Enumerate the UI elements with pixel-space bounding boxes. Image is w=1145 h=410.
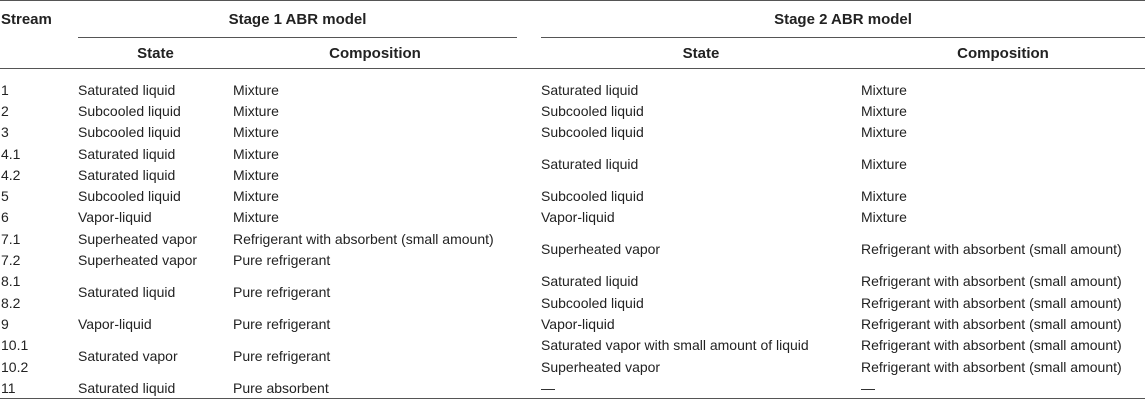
stream-cell: 7.1 (1, 230, 21, 247)
table-row (0, 143, 1145, 164)
s1-state-cell: Vapor-liquid (78, 209, 152, 226)
stream-cell: 4.1 (1, 145, 21, 162)
table-row (0, 335, 1145, 356)
stream-cell: 7.2 (1, 252, 21, 269)
header-stream: Stream (0, 1, 78, 69)
stream-cell: 3 (1, 124, 9, 141)
s1-state-cell: Saturated liquid (78, 377, 233, 399)
table-row (0, 185, 1145, 206)
s2-state-cell: Saturated liquid (541, 273, 639, 290)
s1-composition-cell: Mixture (233, 124, 279, 141)
s2-state-cell: Subcooled liquid (541, 294, 644, 311)
s2-composition-cell: Mixture (861, 81, 907, 98)
table-row (0, 313, 1145, 334)
stream-cell: 6 (1, 209, 9, 226)
s1-state-cell: Subcooled liquid (78, 102, 181, 119)
header-s2-state: State (541, 38, 861, 69)
s1-composition-cell: Mixture (233, 145, 279, 162)
header-stage2: Stage 2 ABR model (541, 1, 1145, 38)
stream-cell: 8.1 (1, 273, 21, 290)
s2-state-cell: Saturated vapor with small amount of liquid (541, 337, 809, 354)
s2-state-cell: Superheated vapor (541, 241, 661, 258)
s2-state-cell: Superheated vapor (541, 358, 661, 375)
s1-state-cell: Vapor-liquid (78, 315, 152, 332)
s1-composition-cell: Mixture (233, 166, 279, 183)
table-row (0, 100, 1145, 121)
s1-composition-cell: Mixture (233, 81, 279, 98)
s2-state-cell: Subcooled liquid (541, 188, 644, 205)
table-row (0, 122, 1145, 143)
s1-state-cell: Saturated liquid (78, 81, 176, 98)
stream-cell: 2 (1, 102, 9, 119)
s2-composition-cell: Refrigerant with absorbent (small amount) (861, 294, 1122, 311)
stream-cell: 8.2 (1, 294, 21, 311)
s1-composition-cell: Pure refrigerant (233, 347, 331, 364)
header-s2-composition: Composition (861, 38, 1145, 69)
s1-state-cell: Superheated vapor (78, 230, 198, 247)
header-s1-state: State (78, 38, 233, 69)
s2-composition-cell: Refrigerant with absorbent (small amount) (861, 315, 1122, 332)
s2-composition-cell: Mixture (861, 124, 907, 141)
s2-state-cell: Vapor-liquid (541, 315, 615, 332)
s2-composition-cell: Mixture (861, 102, 907, 119)
s2-composition-cell: Refrigerant with absorbent (small amount) (861, 337, 1122, 354)
table-row (0, 79, 1145, 100)
stream-cell: 11 (0, 377, 78, 399)
s1-composition-cell: Mixture (233, 188, 279, 205)
s1-composition-cell: Mixture (233, 209, 279, 226)
s1-state-cell: Saturated liquid (78, 166, 176, 183)
s1-composition-cell: Pure refrigerant (233, 283, 331, 300)
s1-composition-cell: Pure refrigerant (233, 252, 331, 269)
table-row (0, 228, 1145, 249)
s1-state-cell: Superheated vapor (78, 252, 198, 269)
stream-cell: 9 (1, 315, 9, 332)
header-s1-composition: Composition (233, 38, 517, 69)
s2-composition-cell: Mixture (861, 188, 907, 205)
s2-composition-cell: Refrigerant with absorbent (small amount) (861, 241, 1122, 258)
header-gap (517, 1, 541, 38)
s2-composition-cell: Mixture (861, 209, 907, 226)
s1-composition-cell: Mixture (233, 102, 279, 119)
table-row (0, 207, 1145, 228)
s1-state-cell: Saturated liquid (78, 145, 176, 162)
s1-composition-cell: Pure absorbent (233, 377, 517, 399)
s1-state-cell: Subcooled liquid (78, 124, 181, 141)
stream-cell: 10.2 (1, 358, 29, 375)
s2-state-cell: Saturated liquid (541, 156, 639, 173)
stream-cell: 10.1 (1, 337, 29, 354)
s2-composition-cell: Refrigerant with absorbent (small amount) (861, 273, 1122, 290)
s1-state-cell: Saturated liquid (78, 283, 176, 300)
s1-state-cell: Subcooled liquid (78, 188, 181, 205)
header-gap-2 (517, 38, 541, 69)
s2-state-cell: Vapor-liquid (541, 209, 615, 226)
stream-cell: 1 (1, 81, 9, 98)
s2-state-cell: Saturated liquid (541, 81, 639, 98)
s2-state-cell: Subcooled liquid (541, 102, 644, 119)
stream-cell: 5 (1, 188, 9, 205)
header-stage1: Stage 1 ABR model (78, 1, 517, 38)
table-row (0, 377, 1145, 399)
s1-state-cell: Saturated vapor (78, 347, 178, 364)
s2-composition-cell: Refrigerant with absorbent (small amount) (861, 358, 1122, 375)
s1-composition-cell: Refrigerant with absorbent (small amount) (233, 230, 494, 247)
table-row (0, 271, 1145, 292)
s1-composition-cell: Pure refrigerant (233, 315, 331, 332)
s2-state-cell: — (541, 377, 861, 399)
s2-composition-cell: — (861, 377, 1145, 399)
s2-composition-cell: Mixture (861, 156, 907, 173)
s2-state-cell: Subcooled liquid (541, 124, 644, 141)
stream-cell: 4.2 (1, 166, 21, 183)
